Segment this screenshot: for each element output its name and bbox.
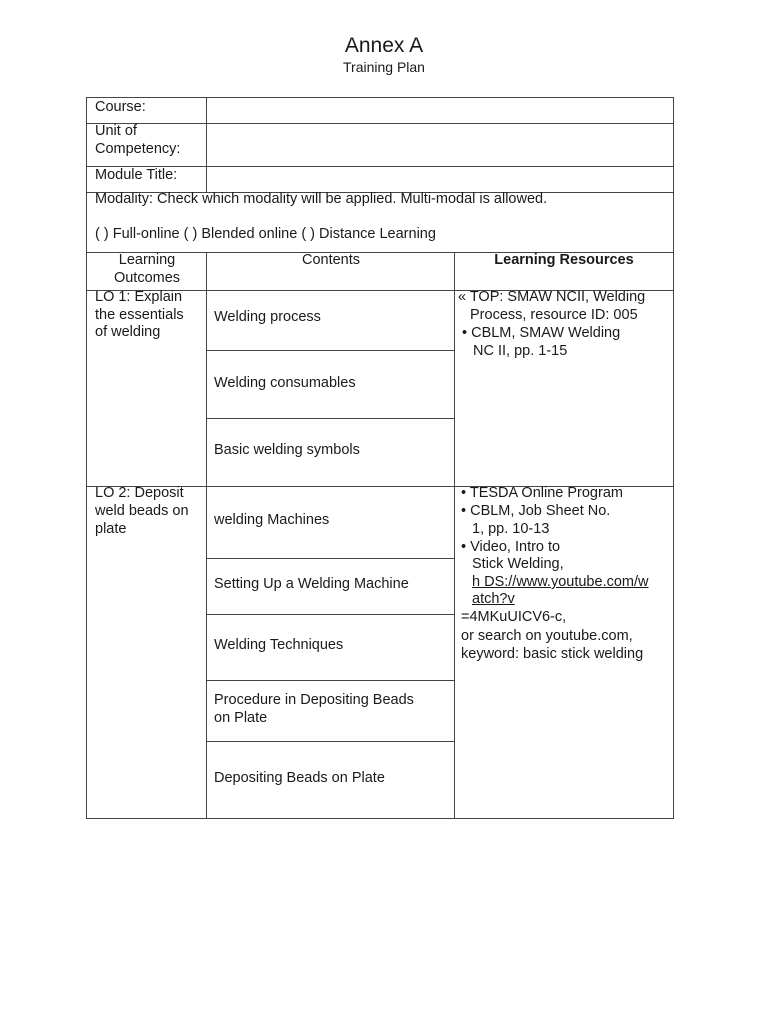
lo2-outcome: LO 2: Deposit [95, 485, 184, 501]
lo2-resource-link[interactable]: atch?v [472, 591, 515, 607]
lo1-resource: NC II, pp. 1-15 [473, 343, 568, 359]
content-divider [206, 741, 454, 742]
page-subtitle: Training Plan [343, 59, 425, 75]
lo2-resource: =4MKuUICV6-c, [461, 609, 567, 625]
lo2-content: Welding Techniques [214, 637, 344, 653]
table-border-left [86, 97, 87, 819]
content-divider [206, 350, 454, 351]
lo1-content: Welding consumables [214, 375, 356, 391]
lo1-resource: « TOP: SMAW NCII, Welding [458, 289, 646, 305]
training-plan-table [86, 97, 674, 819]
lo2-content: Procedure in Depositing Beads [214, 692, 414, 708]
header-learning-outcomes: Outcomes [113, 270, 181, 286]
lo2-resource: keyword: basic stick welding [461, 646, 644, 662]
lo1-content: Basic welding symbols [214, 442, 360, 458]
course-label: Course: [95, 99, 146, 115]
modality-instruction: Modality: Check which modality will be applied. Multi-modal is allowed. [95, 191, 548, 207]
lo2-content: Depositing Beads on Plate [214, 770, 385, 786]
header-learning-resources: Learning Resources [494, 252, 634, 268]
lo2-resource: • CBLM, Job Sheet No. [461, 503, 611, 519]
lo2-content: on Plate [214, 710, 268, 726]
lo2-resource: • Video, Intro to [461, 539, 561, 555]
lo2-content: welding Machines [214, 512, 330, 528]
modality-options[interactable]: ( ) Full-online ( ) Blended online ( ) Distance Learning [95, 226, 436, 242]
lo2-resource-link[interactable]: h DS://www.youtube.com/w [472, 574, 649, 590]
column-divider [206, 252, 207, 819]
content-divider [206, 614, 454, 615]
table-border-right [673, 97, 674, 819]
lo1-content: Welding process [214, 309, 321, 325]
lo2-resource: 1, pp. 10-13 [472, 521, 550, 537]
lo2-outcome: weld beads on [95, 503, 189, 519]
lo1-outcome: LO 1: Explain [95, 289, 183, 305]
content-divider [206, 680, 454, 681]
lo1-outcome: the essentials [95, 307, 184, 323]
unit-label: Competency: [95, 141, 181, 157]
course-field[interactable] [207, 98, 673, 123]
lo2-resource: or search on youtube.com, [461, 628, 633, 644]
column-divider [454, 252, 455, 819]
lo1-resource: • CBLM, SMAW Welding [462, 325, 621, 341]
lo2-outcome: plate [95, 521, 127, 537]
page-title: Annex A [344, 34, 424, 57]
header-contents: Contents [301, 252, 361, 268]
lo2-content: Setting Up a Welding Machine [214, 576, 409, 592]
header-learning-outcomes: Learning [118, 252, 176, 268]
table-border-bottom [86, 818, 674, 819]
module-title-label: Module Title: [95, 167, 178, 183]
lo2-resource: • TESDA Online Program [461, 485, 623, 501]
content-divider [206, 558, 454, 559]
unit-label: Unit of [95, 123, 137, 139]
lo1-resource: Process, resource ID: 005 [470, 307, 638, 323]
content-divider [206, 418, 454, 419]
lo1-outcome: of welding [95, 324, 161, 340]
lo2-resource: Stick Welding, [472, 556, 564, 572]
unit-field[interactable] [207, 124, 673, 166]
module-title-field[interactable] [207, 167, 673, 192]
